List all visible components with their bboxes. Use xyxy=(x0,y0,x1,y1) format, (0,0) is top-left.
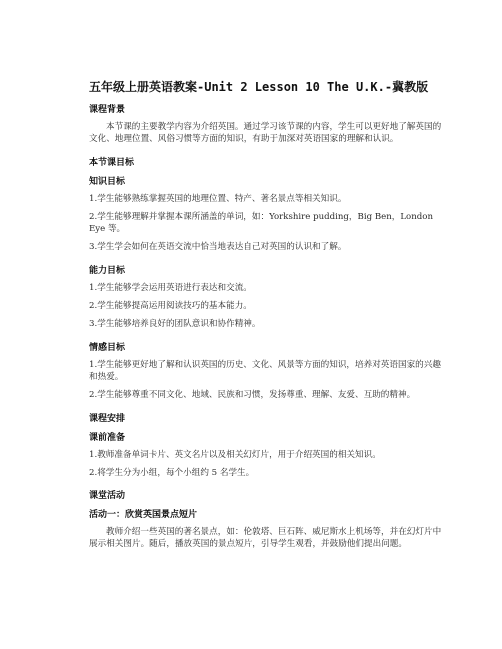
ability-item: 1.学生能够学会运用英语进行表达和交流。 xyxy=(89,282,252,293)
document-title: 五年级上册英语教案-Unit 2 Lesson 10 The U.K.-冀教版 xyxy=(89,80,429,94)
prep-item: 2.将学生分为小组，每个小组约 5 名学生。 xyxy=(89,467,255,478)
emotion-item: 2.学生能够尊重不同文化、地域、民族和习惯，发扬尊重、理解、友爱、互助的精神。 xyxy=(89,390,416,401)
heading-arrangement: 课程安排 xyxy=(89,413,126,424)
ability-item: 2.学生能够提高运用阅读技巧的基本能力。 xyxy=(89,301,252,312)
prep-item: 1.教师准备单词卡片、英文名片以及相关幻灯片，用于介绍英国的相关知识。 xyxy=(89,449,381,460)
heading-emotion-goals: 情感目标 xyxy=(89,342,126,353)
knowledge-item: 1.学生能够熟练掌握英国的地理位置、特产、著名景点等相关知识。 xyxy=(89,193,347,204)
knowledge-item: 3.学生学会如何在英语交流中恰当地表达自己对英国的认识和了解。 xyxy=(89,242,347,253)
knowledge-item: 2.学生能够理解并掌握本课所涵盖的单词，如：Yorkshire pudding，Big Ben，London Eye 等。 xyxy=(89,211,433,235)
heading-background: 课程背景 xyxy=(89,105,126,115)
ability-item: 3.学生能够培养良好的团队意识和协作精神。 xyxy=(89,319,261,330)
emotion-item: 1.学生能够更好地了解和认识英国的历史、文化、风景等方面的知识，培养对英语国家的兴趣和热爱。 xyxy=(89,359,441,382)
paragraph-activity-one: 教师介绍一些英国的著名景点，如：伦敦塔、巨石阵、威尼斯水上机场等，并在幻灯片中展示相关图片。随后，播放英国的景点短片，引导学生观看，并鼓励他们提出问题。 xyxy=(89,527,442,550)
heading-knowledge-goals: 知识目标 xyxy=(89,176,126,187)
heading-activities: 课堂活动 xyxy=(89,491,126,502)
heading-activity-one: 活动一：欣赏英国景点短片 xyxy=(89,510,198,521)
heading-preparation: 课前准备 xyxy=(89,432,126,443)
paragraph-background: 本节课的主要教学内容为介绍英国。通过学习该节课的内容，学生可以更好地了解英国的文化、地理位置、风俗习惯等方面的知识，有助于加深对英语国家的理解和认识。 xyxy=(89,122,442,145)
heading-goals: 本节课目标 xyxy=(89,157,135,168)
heading-ability-goals: 能力目标 xyxy=(89,265,126,276)
